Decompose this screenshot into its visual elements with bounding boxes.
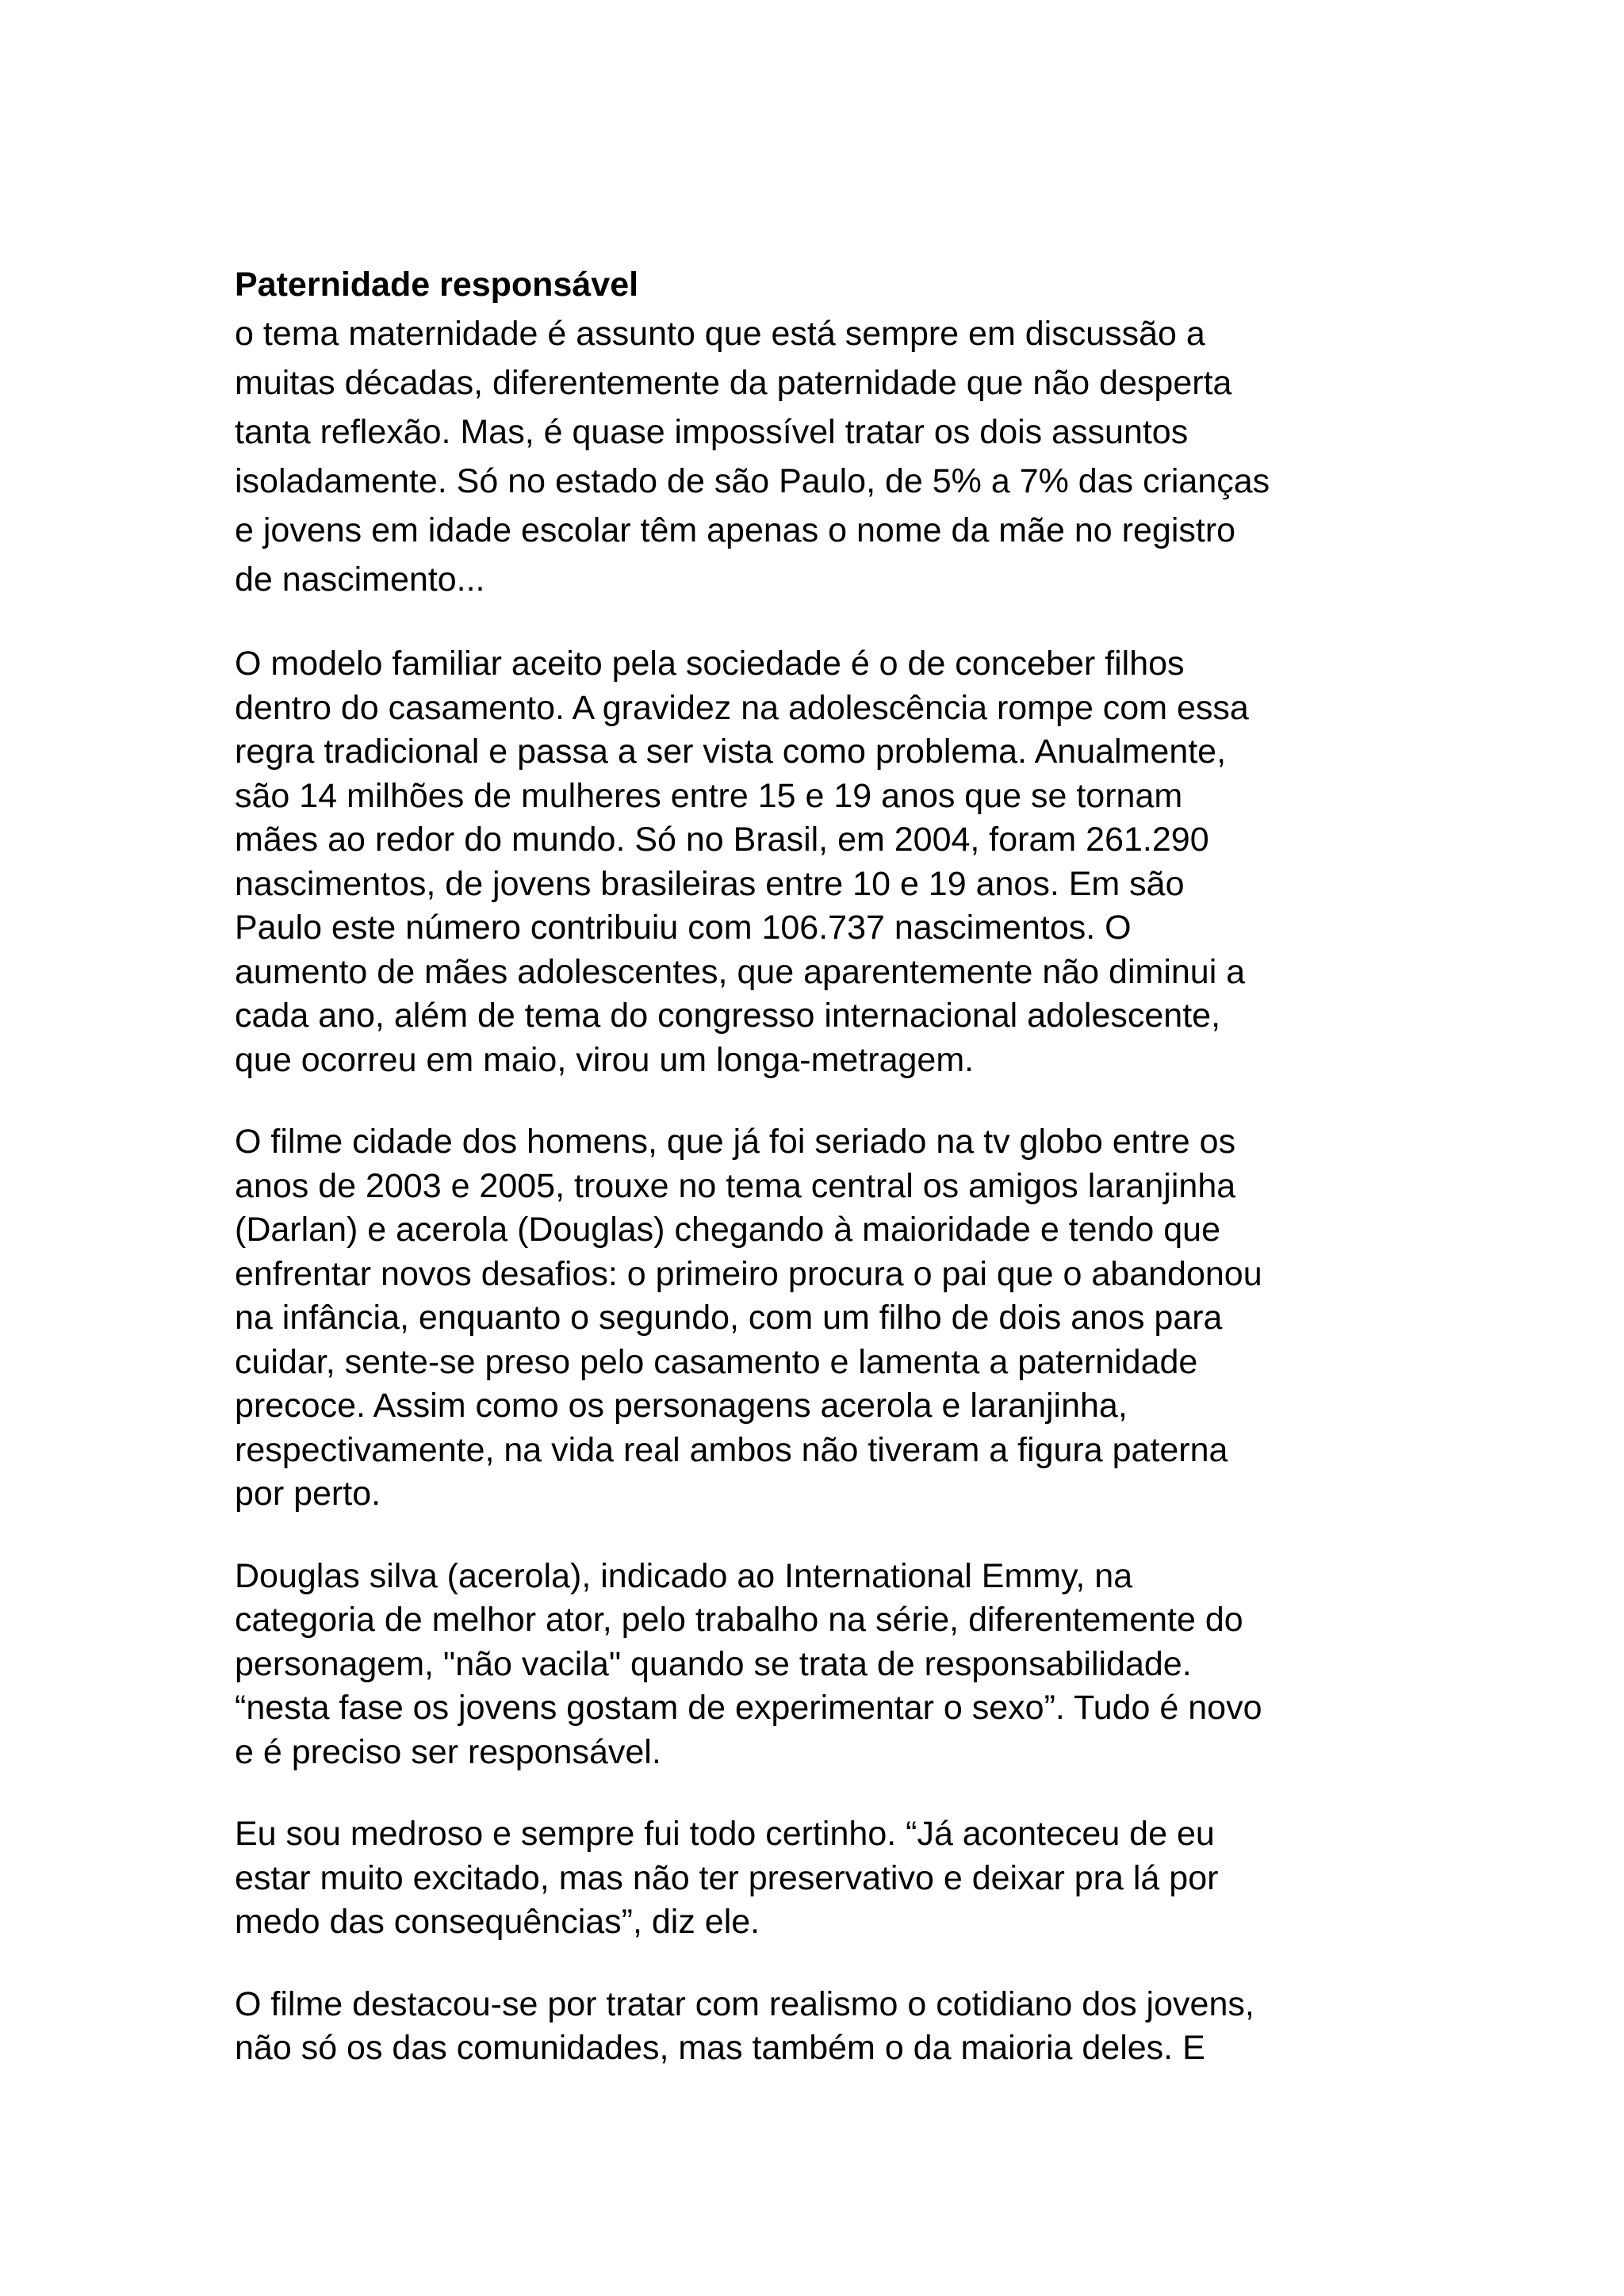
paragraph-line: nascimentos, de jovens brasileiras entre 10 e 19 anos. Em são — [235, 864, 1185, 903]
paragraph-line: isoladamente. Só no estado de são Paulo, de 5% a 7% das crianças — [235, 462, 1270, 500]
paragraph-intro — [235, 309, 1424, 604]
paragraph-spacer — [235, 1517, 1424, 1555]
paragraph-line: respectivamente, na vida real ambos não tiveram a figura paterna — [235, 1430, 1228, 1469]
paragraph-line: dentro do casamento. A gravidez na adolescência rompe com essa — [235, 688, 1249, 727]
paragraph-line: enfrentar novos desafios: o primeiro procura o pai que o abandonou — [235, 1254, 1262, 1293]
document-title: Paternidade responsável — [235, 266, 639, 304]
paragraph-line: tanta reflexão. Mas, é quase impossível tratar os dois assuntos — [235, 413, 1189, 451]
paragraph-quote — [235, 1812, 1424, 1945]
paragraph-line: por perto. — [235, 1475, 381, 1513]
paragraph-line: O modelo familiar aceito pela sociedade é o de conceber filhos — [235, 645, 1185, 683]
paragraph-line: mães ao redor do mundo. Só no Brasil, em 2004, foram 261.290 — [235, 821, 1209, 859]
paragraph-line: cuidar, sente-se preso pelo casamento e lamenta a paternidade — [235, 1342, 1198, 1381]
paragraph-line: Paulo este número contribuiu com 106.737 nascimentos. O — [235, 909, 1132, 947]
paragraph-line: e é preciso ser responsável. — [235, 1732, 661, 1771]
paragraph-line: que ocorreu em maio, virou um longa-metragem. — [235, 1040, 975, 1079]
paragraph-line: O filme destacou-se por tratar com realismo o cotidiano dos jovens, — [235, 1984, 1254, 2023]
paragraph-line: na infância, enquanto o segundo, com um filho de dois anos para — [235, 1299, 1223, 1337]
paragraph-spacer — [235, 1774, 1424, 1812]
paragraph-line: são 14 milhões de mulheres entre 15 e 19 anos que se tornam — [235, 776, 1183, 815]
paragraph-conclusion — [235, 1983, 1424, 2071]
paragraph-line: anos de 2003 e 2005, trouxe no tema central os amigos laranjinha — [235, 1166, 1236, 1205]
paragraph-spacer — [235, 1082, 1424, 1120]
paragraph-line: de nascimento... — [235, 561, 485, 599]
paragraph-line: “nesta fase os jovens gostam de experimentar o sexo”. Tudo é novo — [235, 1689, 1262, 1727]
paragraph-line: Eu sou medroso e sempre fui todo certinho. “Já aconteceu de eu — [235, 1815, 1215, 1853]
paragraph-line: regra tradicional e passa a ser vista como problema. Anualmente, — [235, 733, 1227, 771]
paragraph-spacer — [235, 1945, 1424, 1983]
paragraph-line: estar muito excitado, mas não ter preservativo e deixar pra lá por — [235, 1858, 1219, 1897]
paragraph-line: personagem, "não vacila" quando se trata de responsabilidade. — [235, 1644, 1192, 1683]
paragraph-line: aumento de mães adolescentes, que aparentemente não diminui a — [235, 952, 1246, 991]
paragraph-line: O filme cidade dos homens, que já foi seriado na tv globo entre os — [235, 1123, 1236, 1161]
document-body — [235, 260, 1424, 2071]
paragraph-line: (Darlan) e acerola (Douglas) chegando à maioridade e tendo que — [235, 1211, 1220, 1249]
paragraph-douglas — [235, 1555, 1424, 1775]
paragraph-line: cada ano, além de tema do congresso internacional adolescente, — [235, 997, 1221, 1035]
paragraph-film — [235, 1120, 1424, 1517]
paragraph-line: precoce. Assim como os personagens acerola e laranjinha, — [235, 1387, 1128, 1425]
paragraph-family-model — [235, 642, 1424, 1082]
paragraph-line: categoria de melhor ator, pelo trabalho na série, diferentemente do — [235, 1601, 1243, 1639]
paragraph-line: não só os das comunidades, mas também o da maioria deles. E — [235, 2029, 1205, 2067]
paragraph-line: Douglas silva (acerola), indicado ao International Emmy, na — [235, 1556, 1133, 1595]
paragraph-line: muitas décadas, diferentemente da paternidade que não desperta — [235, 364, 1232, 402]
paragraph-line: o tema maternidade é assunto que está sempre em discussão a — [235, 315, 1205, 353]
paragraph-line: medo das consequências”, diz ele. — [235, 1903, 760, 1941]
paragraph-line: e jovens em idade escolar têm apenas o nome da mãe no registro — [235, 511, 1236, 549]
